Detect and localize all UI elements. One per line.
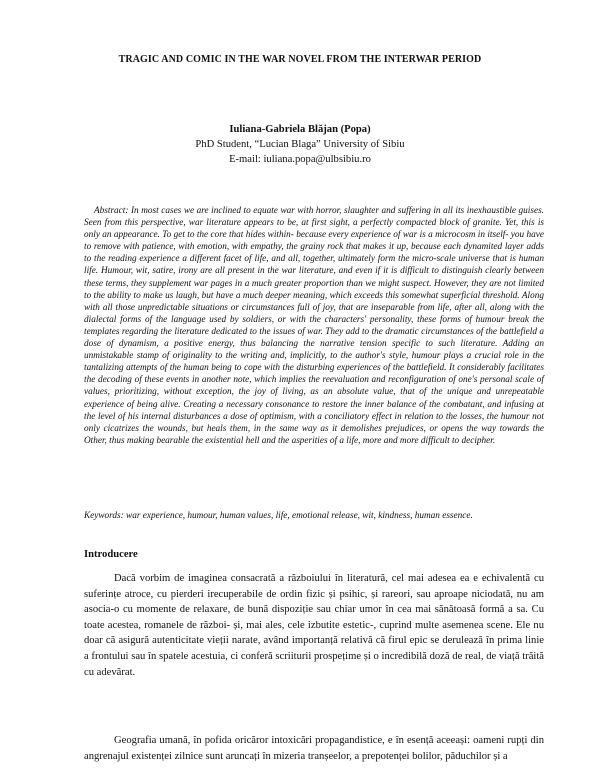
body-paragraph: Geografia umană, în pofida oricăror intoxicări propagandistice, e în esență aceeași: oameni rupți din angrenajul existenței zilnice sunt aruncați în mizeria tranșeelor, a prepotenței bolilor, păduchilor și a (84, 735, 544, 762)
section-heading: Introducere (84, 549, 138, 560)
author-email: E-mail: iuliana.popa@ulbsibiu.ro (229, 154, 371, 165)
paper-title: TRAGIC AND COMIC IN THE WAR NOVEL FROM THE INTERWAR PERIOD (118, 54, 482, 65)
author-name: Iuliana-Gabriela Blăjan (Popa) (229, 124, 371, 135)
abstract-text: Abstract: In most cases we are inclined to equate war with horror, slaughter and suffering in all its inexhaustible guises. Seen from this perspective, war literature appears to be, at first sight, a perfectly compacted block of granite. Yet, this is only an appearance. To get to the core that hides within- because every experience of war is a microcosm in itself- you have to remove with patience, with emotion, with empathy, the grainy rock that makes it up, because each dynamited layer adds to the reading experience a different facet of life, and all, together, ultimately form the micro-scale universe that is human life. Humour, wit, satire, irony are all present in the war literature, and even if it is difficult to distinguish clearly between these terms, they supplement war pages in a much greater proportion than we might suspect. However, they are not limited to the ability to make us laugh, but have a much deeper meaning, which exceeds this somewhat superficial threshold. Along with all those unpredictable situations or circumstances full of joy, that are inseparable from life, after all, along with the dialectal forms of the language used by soldiers, or with the characters' personality, these forms of humour break the templates regarding the literature dedicated to the issues of war. They add to the dramatic circumstances of the battlefield a dose of dynamism, a positive energy, thus balancing the narrative tension specific to such literature. Adding an unmistakable stamp of originality to the writing and, implicitly, to the author's style, humour plays a crucial role in the tantalizing attempts of the human being to cope with the disturbing experiences of the battlefield. It considerably facilitates the decoding of these events in another note, which implies the reevaluation and reconfiguration of one's personal scale of values, prioritizing, without exception, the joy of living, as an absolute value, that of the unique and unrepeatable experience of being alive. Creating a necessary consonance to restore the inner balance of the combatant, and infusing at the level of his internal disturbances a dose of optimism, with a conciliatory effect in relation to the losses, the humour not only cicatrizes the wounds, but heals them, in the same way as it demolishes prejudices, or opens the way towards the Other, thus making bearable the existential hell and the asperities of a life, more and more difficult to decipher. (84, 206, 544, 446)
body-paragraph: Dacă vorbim de imaginea consacrată a războiului în literatură, cel mai adesea ea e echivalentă cu suferințe atroce, cu pierderi irecuperabile de ordin fizic și psihic, și rareori, sau aproape niciodată, nu am asocia-o cu momente de relaxare, de bună dispoziție sau chiar umor în cea mai sănătoasă formă a sa. Cu toate acestea, romanele de război- și, mai ales, cele izbutite estetic-, cuprind multe asemenea scene. Ele nu doar că asigură autenticitate vieții narate, având importanță relativă că firul epic se derulează în prima linie a frontului sau în spatele acestuia, ci conferă scriiturii prospețime și o incredibilă doză de real, de viață trăită cu adevărat. (84, 573, 544, 678)
keywords-text: Keywords: war experience, humour, human values, life, emotional release, wit, kindness, human essence. (84, 511, 473, 521)
author-affiliation: PhD Student, “Lucian Blaga” University of Sibiu (195, 139, 405, 150)
author-block (0, 122, 600, 167)
